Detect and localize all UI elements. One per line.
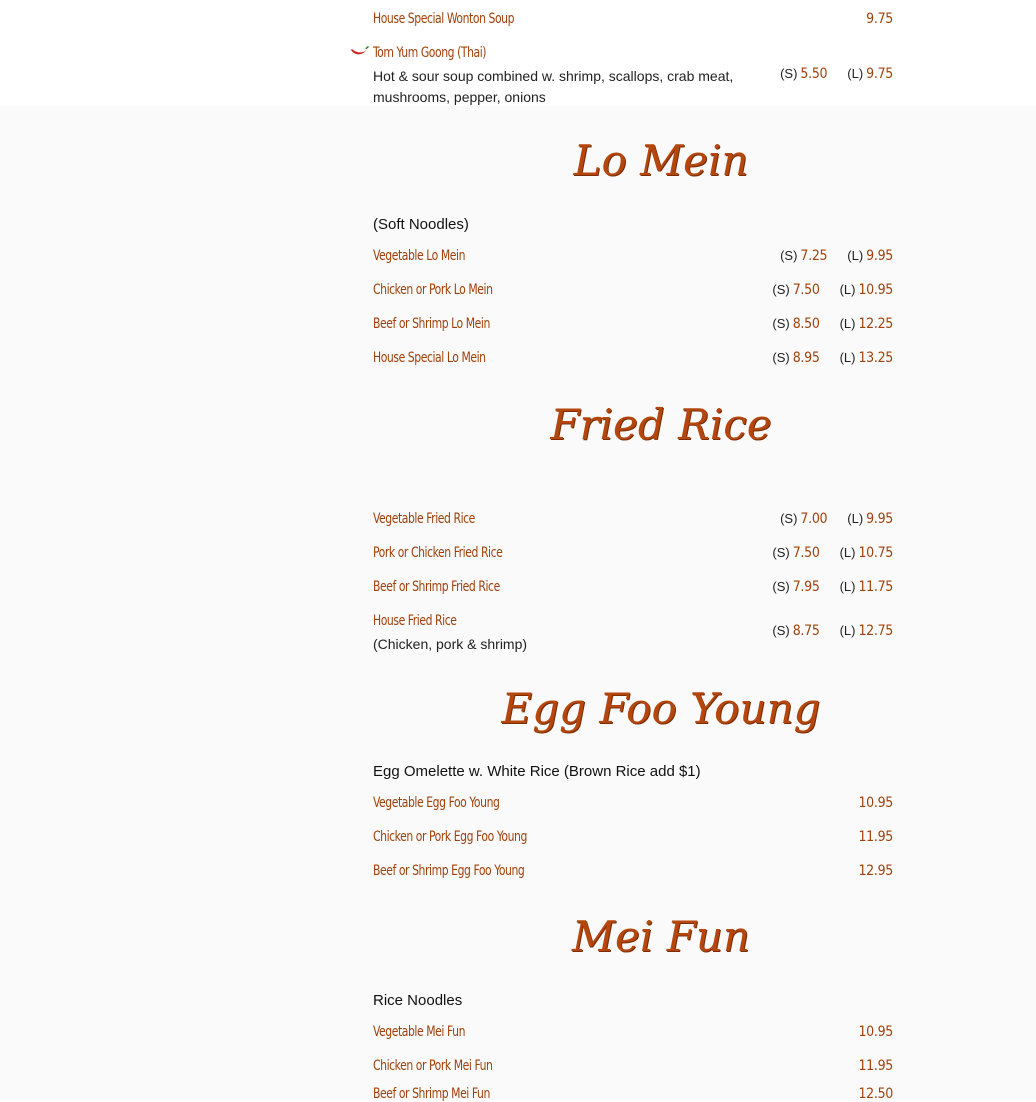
price-large: 12.25 <box>858 316 893 332</box>
item-name: Chicken or Pork Egg Foo Young <box>373 829 527 845</box>
price-small: 7.50 <box>792 545 820 561</box>
section-subtitle: Rice Noodles <box>373 992 463 1009</box>
price-large: 11.75 <box>858 579 893 595</box>
item-name: Vegetable Egg Foo Young <box>373 795 500 811</box>
item-price-area <box>772 282 893 298</box>
item-description: Hot & sour soup combined w. shrimp, scallops, crab meat, mushrooms, pepper, onions <box>373 68 734 105</box>
size-small-label: (S) <box>772 350 790 365</box>
section-title-mei-fun: Mei Fun <box>572 912 750 961</box>
item-price: 10.95 <box>858 1024 893 1040</box>
item-price-area <box>780 511 893 527</box>
size-small-label: (S) <box>780 511 798 526</box>
section-subtitle: Egg Omelette w. White Rice (Brown Rice add $1) <box>373 763 701 780</box>
chili-pepper-icon <box>349 46 369 58</box>
item-price-area <box>858 1058 893 1074</box>
size-small-label: (S) <box>772 316 790 331</box>
item-price: 12.95 <box>858 863 893 879</box>
price-large: 13.25 <box>858 350 893 366</box>
item-description: (Chicken, pork & shrimp) <box>373 636 528 652</box>
item-name: Chicken or Pork Mei Fun <box>373 1058 493 1074</box>
item-name: House Special Lo Mein <box>373 350 486 366</box>
item-price: 11.95 <box>858 829 893 845</box>
size-large-label: (L) <box>839 623 856 638</box>
section-title-fried-rice: Fried Rice <box>550 400 772 449</box>
item-name: Vegetable Fried Rice <box>373 511 475 527</box>
item-price-area <box>772 623 893 639</box>
item-name: Beef or Shrimp Mei Fun <box>373 1086 490 1102</box>
size-large-label: (L) <box>839 545 856 560</box>
item-name: Vegetable Mei Fun <box>373 1024 466 1040</box>
item-name: Vegetable Lo Mein <box>373 248 466 264</box>
size-small-label: (S) <box>772 282 790 297</box>
item-price-area <box>866 11 893 27</box>
size-large-label: (L) <box>839 316 856 331</box>
size-large-label: (L) <box>847 511 864 526</box>
price-small: 5.50 <box>800 66 828 82</box>
price-large: 10.95 <box>858 282 893 298</box>
size-small-label: (S) <box>780 248 798 263</box>
price-small: 8.50 <box>792 316 820 332</box>
price-large: 12.75 <box>858 623 893 639</box>
size-small-label: (S) <box>772 545 790 560</box>
size-large-label: (L) <box>847 66 864 81</box>
size-small-label: (S) <box>780 66 798 81</box>
size-large-label: (L) <box>847 248 864 263</box>
item-price: 11.95 <box>858 1058 893 1074</box>
item-name: House Special Wonton Soup <box>373 11 515 27</box>
section-title-lo-mein: Lo Mein <box>573 136 749 185</box>
item-price-area <box>772 545 893 561</box>
item-name: Tom Yum Goong (Thai) <box>373 45 487 61</box>
price-large: 9.95 <box>866 511 893 527</box>
price-large: 10.75 <box>858 545 893 561</box>
price-large: 9.95 <box>866 248 893 264</box>
item-price-area <box>858 1024 893 1040</box>
item-name: Beef or Shrimp Lo Mein <box>373 316 490 332</box>
item-price-area <box>858 829 893 845</box>
size-small-label: (S) <box>772 579 790 594</box>
item-price: 9.75 <box>866 11 893 27</box>
item-name: Beef or Shrimp Fried Rice <box>373 579 500 595</box>
section-title-egg-foo-young: Egg Foo Young <box>501 684 821 733</box>
price-small: 7.95 <box>792 579 820 595</box>
price-small: 7.50 <box>792 282 820 298</box>
item-name: Beef or Shrimp Egg Foo Young <box>373 863 525 879</box>
size-large-label: (L) <box>839 350 856 365</box>
price-small: 8.75 <box>792 623 820 639</box>
price-small: 7.25 <box>800 248 828 264</box>
price-small: 7.00 <box>800 511 828 527</box>
item-price: 10.95 <box>858 795 893 811</box>
item-price: 12.50 <box>858 1086 893 1102</box>
item-price-area <box>772 316 893 332</box>
size-small-label: (S) <box>772 623 790 638</box>
size-large-label: (L) <box>839 579 856 594</box>
item-price-area <box>780 66 893 82</box>
size-large-label: (L) <box>839 282 856 297</box>
item-name: Pork or Chicken Fried Rice <box>373 545 503 561</box>
price-small: 8.95 <box>792 350 820 366</box>
item-name: House Fried Rice <box>373 613 457 629</box>
item-price-area <box>772 579 893 595</box>
item-price-area <box>780 248 893 264</box>
item-price-area <box>858 795 893 811</box>
price-large: 9.75 <box>866 66 893 82</box>
item-price-area <box>858 863 893 879</box>
item-price-area <box>772 350 893 366</box>
section-subtitle: (Soft Noodles) <box>373 216 469 233</box>
item-name: Chicken or Pork Lo Mein <box>373 282 493 298</box>
